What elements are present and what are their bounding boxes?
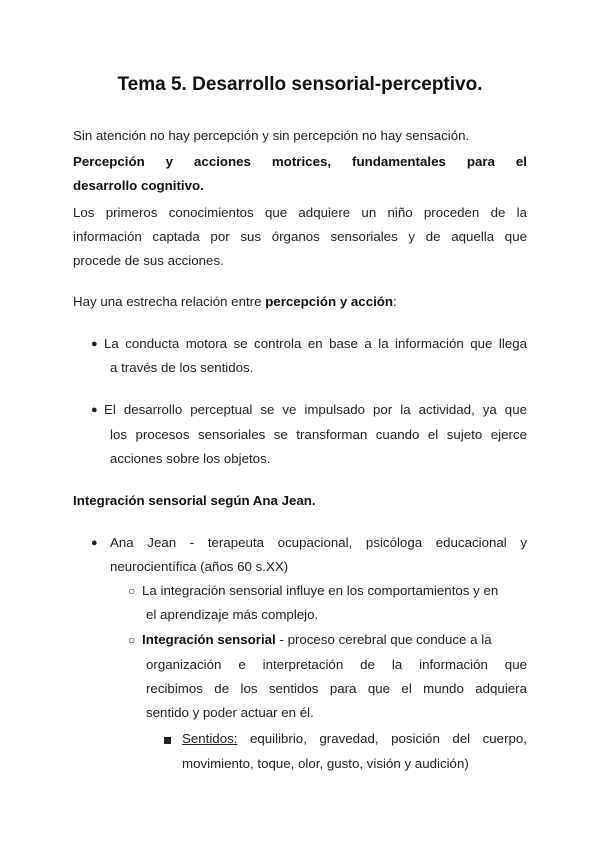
- ana-jean-line-2: neurocientífica (años 60 s.XX): [110, 559, 289, 574]
- bullet-2-line-1: El desarrollo perceptual se ve impulsado por la actividad, ya que: [104, 402, 527, 417]
- sub-item-2-line-3: recibimos de los sentidos para que el mundo adquiera: [146, 681, 527, 696]
- intro-paragraph-line-2: información captada por sus órganos sensoriales y de aquella que: [73, 229, 527, 244]
- sub-item-1-line-1: La integración sensorial influye en los comportamientos y en: [142, 583, 499, 598]
- sub-item-2-line-4: sentido y poder actuar en él.: [146, 705, 314, 720]
- sub-item-2-line-1: Integración sensorial - proceso cerebral que conduce a la: [142, 632, 492, 647]
- hollow-bullet-icon: ○: [128, 584, 136, 598]
- intro-bold-line-2: desarrollo cognitivo.: [73, 178, 204, 193]
- bullet-2-line-3: acciones sobre los objetos.: [110, 451, 271, 466]
- bullet-1-line-2: a través de los sentidos.: [110, 360, 254, 375]
- bullet-icon: ●: [91, 338, 98, 350]
- intro-bold-line-1: Percepción y acciones motrices, fundamentales para el: [73, 154, 527, 169]
- sentidos-line-2: movimiento, toque, olor, gusto, visión y audición): [182, 756, 469, 771]
- bullet-1-line-1: La conducta motora se controla en base a la información que llega: [104, 336, 527, 351]
- sentidos-line-1: Sentidos: equilibrio, gravedad, posición del cuerpo,: [182, 731, 527, 746]
- section-heading: Integración sensorial según Ana Jean.: [73, 493, 316, 508]
- page-title: Tema 5. Desarrollo sensorial-perceptivo.: [117, 74, 483, 95]
- sub-item-2-line-2: organización e interpretación de la información que: [146, 657, 527, 672]
- intro-line: Sin atención no hay percepción y sin percepción no hay sensación.: [73, 128, 470, 143]
- intro-paragraph-line-3: procede de sus acciones.: [73, 253, 224, 268]
- bullet-icon: ●: [91, 537, 98, 549]
- bullet-2-line-2: los procesos sensoriales se transforman cuando el sujeto ejerce: [110, 427, 527, 442]
- ana-jean-line-1: Ana Jean - terapeuta ocupacional, psicóloga educacional y: [110, 535, 527, 550]
- square-bullet-icon: [164, 737, 171, 744]
- hollow-bullet-icon: ○: [128, 633, 136, 647]
- intro-paragraph-line-1: Los primeros conocimientos que adquiere un niño proceden de la: [73, 205, 527, 220]
- relation-line: Hay una estrecha relación entre percepción y acción:: [73, 294, 397, 309]
- bullet-icon: ●: [91, 404, 98, 416]
- sub-item-1-line-2: el aprendizaje más complejo.: [146, 607, 319, 622]
